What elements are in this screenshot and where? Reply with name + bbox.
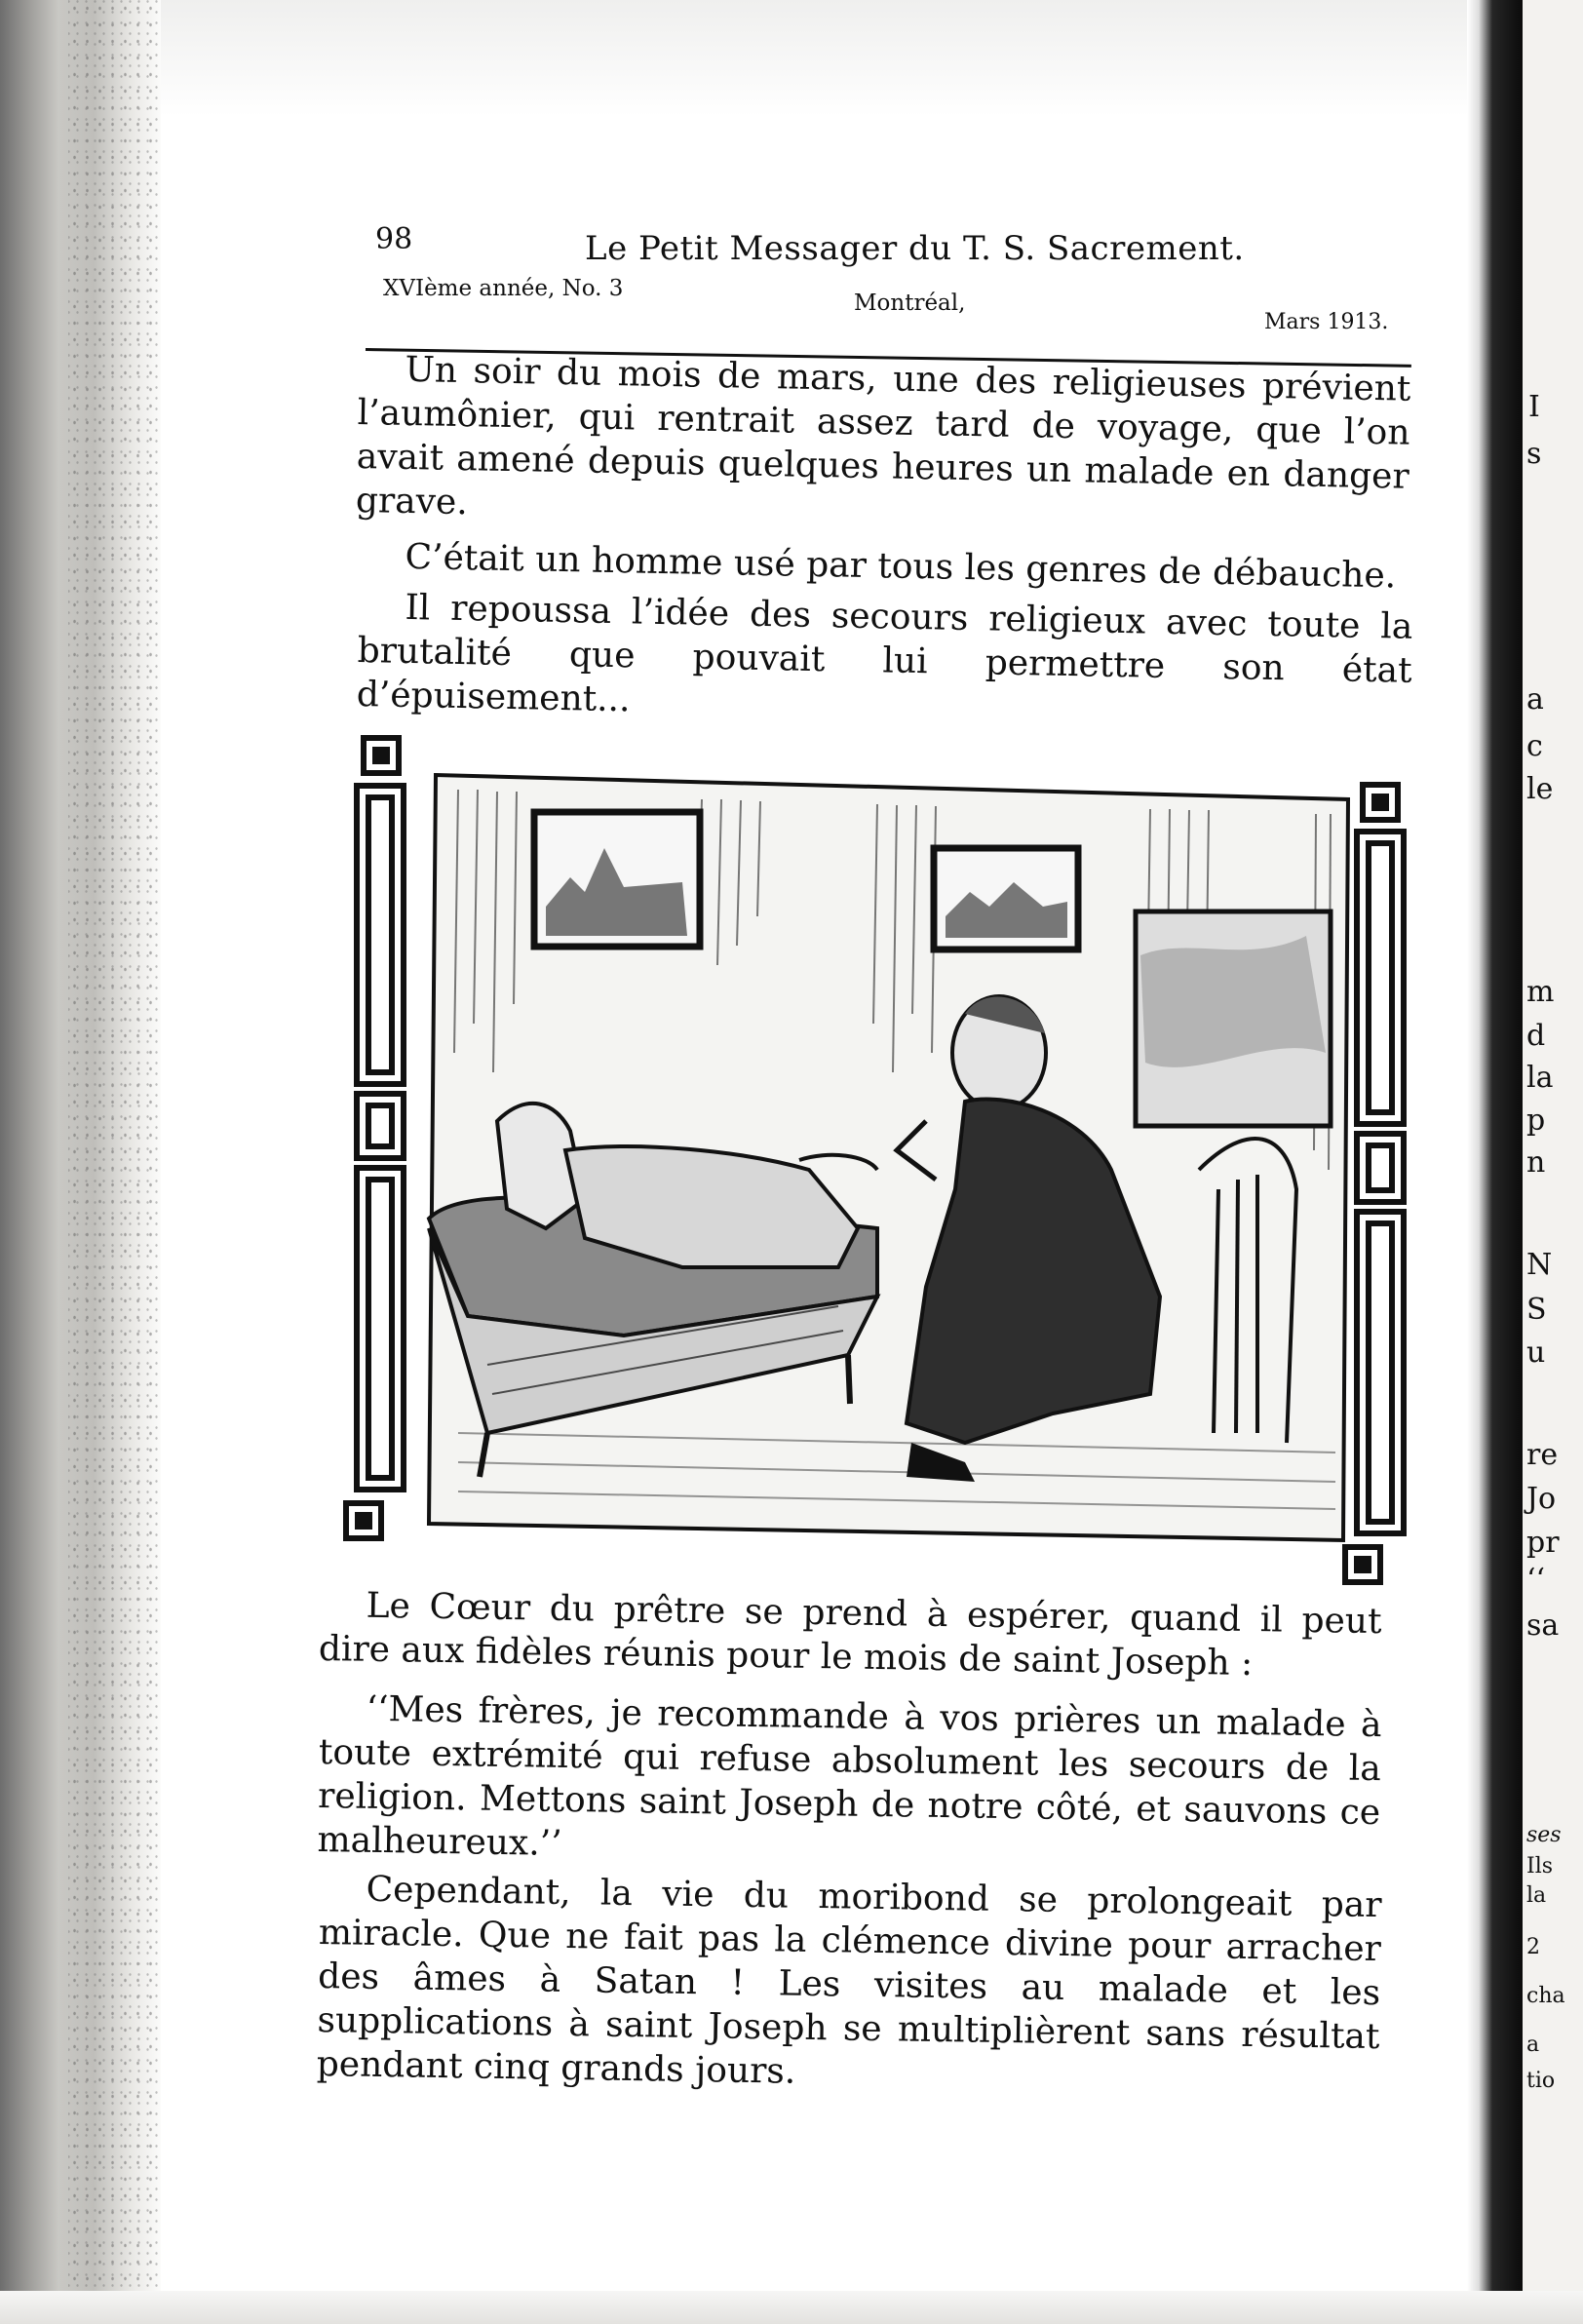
facing-page-text: I [1528,390,1540,424]
page-number: 98 [375,222,413,256]
paragraph-6: Cependant, la vie du moribond se prolongeait par miracle. Que ne fait pas la clémence divine pour arracher des âmes à Satan ! Les visites au malade et les supplications à saint Joseph se multiplièrent sans résultat pendant cinq grands jours. [316,1869,1382,2092]
facing-page-text: a [1526,682,1544,717]
frame-right-ornament [1345,785,1404,1582]
facing-page-text: Ils [1526,1854,1554,1879]
facing-page-text: p [1526,1104,1546,1138]
volume-issue: XVIème année, No. 3 [383,276,624,301]
paragraph-1: Un soir du mois de mars, une des religieuses prévient l’aumônier, qui rentrait assez tard de voyage, que l’on avait amené depuis quelques heures un malade en danger grave. [355,349,1411,523]
paragraph-4: Le Cœur du prêtre se prend à espérer, quand il peut dire aux fidèles réunis pour le mois de saint Joseph : [318,1585,1382,1685]
facing-page-text: a [1526,2033,1540,2057]
facing-page-text: cha [1526,1984,1565,2008]
place: Montréal, [854,290,966,316]
issue-date: Mars 1913. [1264,310,1389,334]
facing-page-text: u [1526,1336,1546,1370]
running-title: Le Petit Messager du T. S. Sacrement. [585,229,1245,268]
facing-page-text: ‘‘ [1526,1563,1546,1597]
facing-page-text: la [1526,1883,1547,1908]
facing-page-text: N [1526,1248,1553,1282]
facing-page-text: S [1526,1293,1547,1327]
framed-picture-right [934,848,1078,949]
facing-page-text: re [1526,1438,1559,1472]
facing-page-text: Jo [1526,1482,1557,1516]
facing-page-text: la [1526,1061,1554,1095]
facing-page-text: n [1526,1145,1546,1180]
facing-page-text: le [1526,772,1554,806]
facing-page-text: c [1526,729,1543,763]
facing-page-text: 2 [1526,1935,1540,1959]
paragraph-2: C’était un homme usé par tous les genres de débauche. [405,536,1397,597]
facing-page-text: m [1526,975,1555,1009]
facing-page-text: s [1526,437,1542,471]
framed-picture-left [534,812,700,947]
facing-page-text: ses [1526,1823,1562,1847]
engraving-scene [429,775,1348,1540]
facing-page-text: d [1526,1019,1546,1053]
facing-page-text: tio [1526,2069,1556,2093]
facing-page-text: pr [1526,1526,1560,1560]
paragraph-5: ‘‘Mes frères, je recommande à vos prières un malade à toute extrémité qui refuse absolument les secours de la religion. Mettons saint Joseph de notre côté, et sauvons ce malheureux.’’ [317,1688,1382,1864]
paragraph-3: Il repoussa l’idée des secours religieux avec toute la brutalité que pouvait lui permettre son état d’épuisement... [356,587,1413,720]
frame-left-ornament [346,738,404,1538]
facing-page-text: sa [1526,1608,1560,1643]
